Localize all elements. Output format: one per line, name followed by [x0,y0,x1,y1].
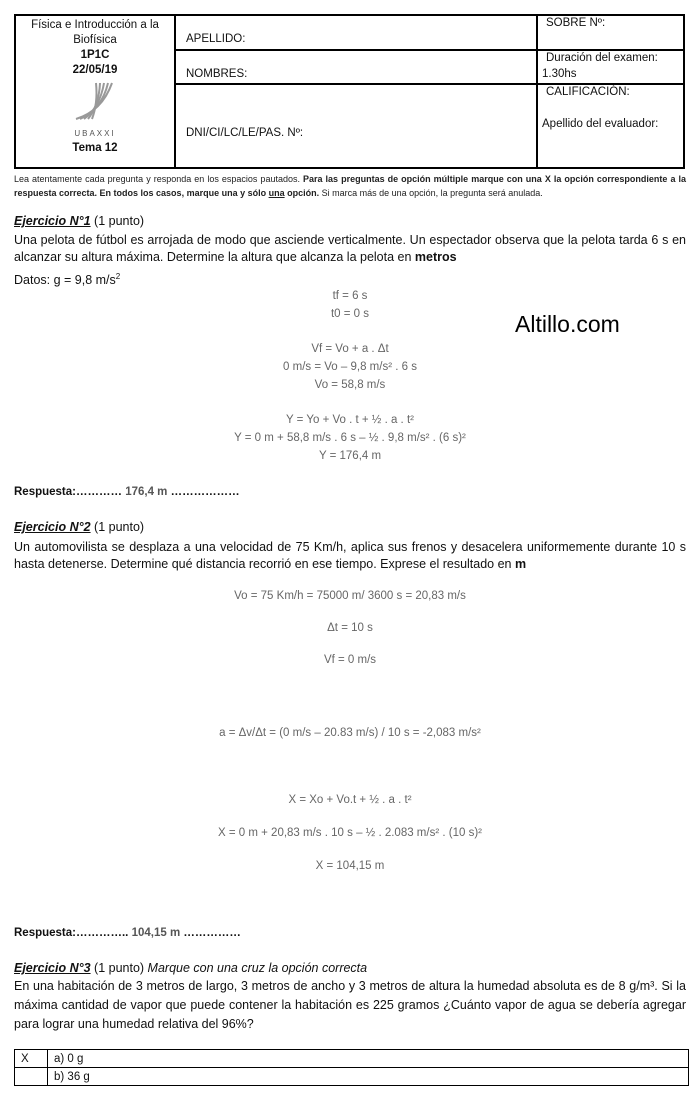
duracion-label: Duración del examen: [546,52,658,64]
ex2-eq: X = 0 m + 20,83 m/s . 10 s – ½ . 2.083 m/s² . (10 s)² [218,827,482,839]
ex1-resp-value: 176,4 m [122,486,171,498]
ex1-points: (1 punto) [90,214,145,228]
ex2-eq: Δt = 10 s [327,622,373,634]
ex1-text-main: Una pelota de fútbol es arrojada de modo que asciende verticalmente. Un espectador observa que la pelota tarda 6 s en alcanzar su altura máxima. Determine la altura que alcanza la pelota en [14,233,686,264]
ex1-resp-tail: ……………… [170,486,240,498]
option-row[interactable] [15,1050,689,1068]
ex1-datos-text: Datos: g = 9,8 m/s [14,273,116,288]
ex2-resp-value: 104,15 m [128,927,184,939]
option-mark[interactable] [15,1068,48,1086]
ex2-title [14,519,686,536]
option-label: b) 36 g [48,1068,689,1086]
ex1-text-bold: metros [414,250,457,264]
ex1-datos: Datos: g = 9,8 $m/s^2$ [14,272,121,288]
dni-cell[interactable] [175,84,537,168]
ex2-eq: X = 104,15 m [315,860,385,872]
exam-header-table [14,14,685,169]
ex1-eq: Y = 0 m + 58,8 m/s . 6 s – ½ . 9,8 m/s² . (6 s)² [234,432,466,444]
ex2-text-main: Un automovilista se desplaza a una velocidad de 75 Km/h, aplica sus frenos y desacelera uniformemente durante 10 s hasta detenerse. Determine qué distancia recorrió en ese tiempo. Exprese el resultado en [14,540,686,571]
ex3-heading: Ejercicio N°3 [14,961,91,975]
option-mark[interactable]: X [15,1050,48,1068]
ex3-text: En una habitación de 3 metros de largo, 3 metros de ancho y 3 metros de altura la humedad absoluta es de 8 g/m³. Si la máxima cantidad de vapor que puede contener la habitación es 225 gramos ¿Cuánto vapor de agua se debería agregar para lograr una humedad relativa del 96%? [14,979,686,1031]
sobre-cell [537,15,684,50]
option-label: a) 0 g [48,1050,689,1068]
ex1-eq: Y = 176,4 m [318,450,382,462]
duracion-value: 1.30hs [542,68,577,80]
ex1-text [14,232,686,266]
instr-e: Si marca más de una opción, la pregunta será anulada. [319,188,543,198]
ex2-text-bold: m [514,557,527,571]
instructions [14,172,686,200]
ex1-resp-label: Respuesta:………… [14,486,122,498]
instr-b: Para las preguntas de opción múltiple marque con una X la opción correspondiente a la respuesta correcta. En todos los casos, marque una y sólo [14,174,686,198]
ex2-text [14,539,686,573]
instr-d: opción. [284,188,320,198]
ex1-eq: Vf = Vo + a . Δt [311,343,389,355]
ex1-eq: Y = Yo + Vo . t + ½ . a . t² [286,414,414,426]
ex1-eq: Vo = 58,8 m/s [314,379,386,391]
apellido-cell[interactable] [175,15,537,50]
ex1-heading: Ejercicio N°1 [14,214,91,228]
course-name-2: Biofísica [73,34,117,46]
ex2-resp-label: Respuesta:………….. [14,927,129,939]
evaluador-label: Apellido del evaluador: [542,118,659,130]
ex1-eq: tf = 6 s [332,290,368,302]
ex2-eq-acceleration: a = Δv/Δt = (0 m/s – 20.83 m/s) / 10 s = -2,083 m/s² [219,727,481,739]
nombres-cell[interactable] [175,50,537,84]
ex2-points: (1 punto) [90,520,145,534]
dni-label: DNI/CI/LC/LE/PAS. Nº: [186,127,304,139]
course-code: 1P1C [80,49,110,61]
ex1-eq: 0 m/s = Vo – 9,8 m/s² . 6 s [283,361,417,373]
ex3-title [14,960,686,977]
ex2-resp-tail: …………… [183,927,241,939]
ex3-instruction: Marque con una cruz la opción correcta [147,961,368,975]
ex1-title [14,213,686,230]
ex1-answer [14,486,240,498]
ex2-answer [14,927,241,939]
ex2-eq: X = Xo + Vo.t + ½ . a . t² [288,794,412,806]
exam-date: 22/05/19 [72,64,118,76]
instr-a: Lea atentamente cada pregunta y responda en los espacios pautados. [14,174,303,184]
duracion-cell [537,50,684,84]
option-row[interactable] [15,1068,689,1086]
watermark: Altillo.com [515,311,620,337]
logo-text: UBAXXI [74,129,116,138]
nombres-label: NOMBRES: [186,68,248,80]
ex1-eq: t0 = 0 s [330,308,370,320]
instr-c: una [268,188,285,198]
sobre-label: SOBRE Nº: [546,17,606,29]
ex2-eq: Vf = 0 m/s [323,654,377,666]
ex2-heading: Ejercicio N°2 [14,520,91,534]
ex3-options-table [14,1049,689,1086]
course-cell [15,15,175,168]
ex3-points: (1 punto) [90,961,148,975]
ubaxxi-logo-icon [72,81,118,121]
course-name: Física e Introducción a la [31,19,159,31]
calificacion-label: CALIFICACIÓN: [546,86,630,98]
tema: Tema 12 [72,142,118,154]
apellido-label: APELLIDO: [186,33,246,45]
calificacion-cell [537,84,684,168]
ex2-eq: Vo = 75 Km/h = 75000 m/ 3600 s = 20,83 m/s [234,590,466,602]
